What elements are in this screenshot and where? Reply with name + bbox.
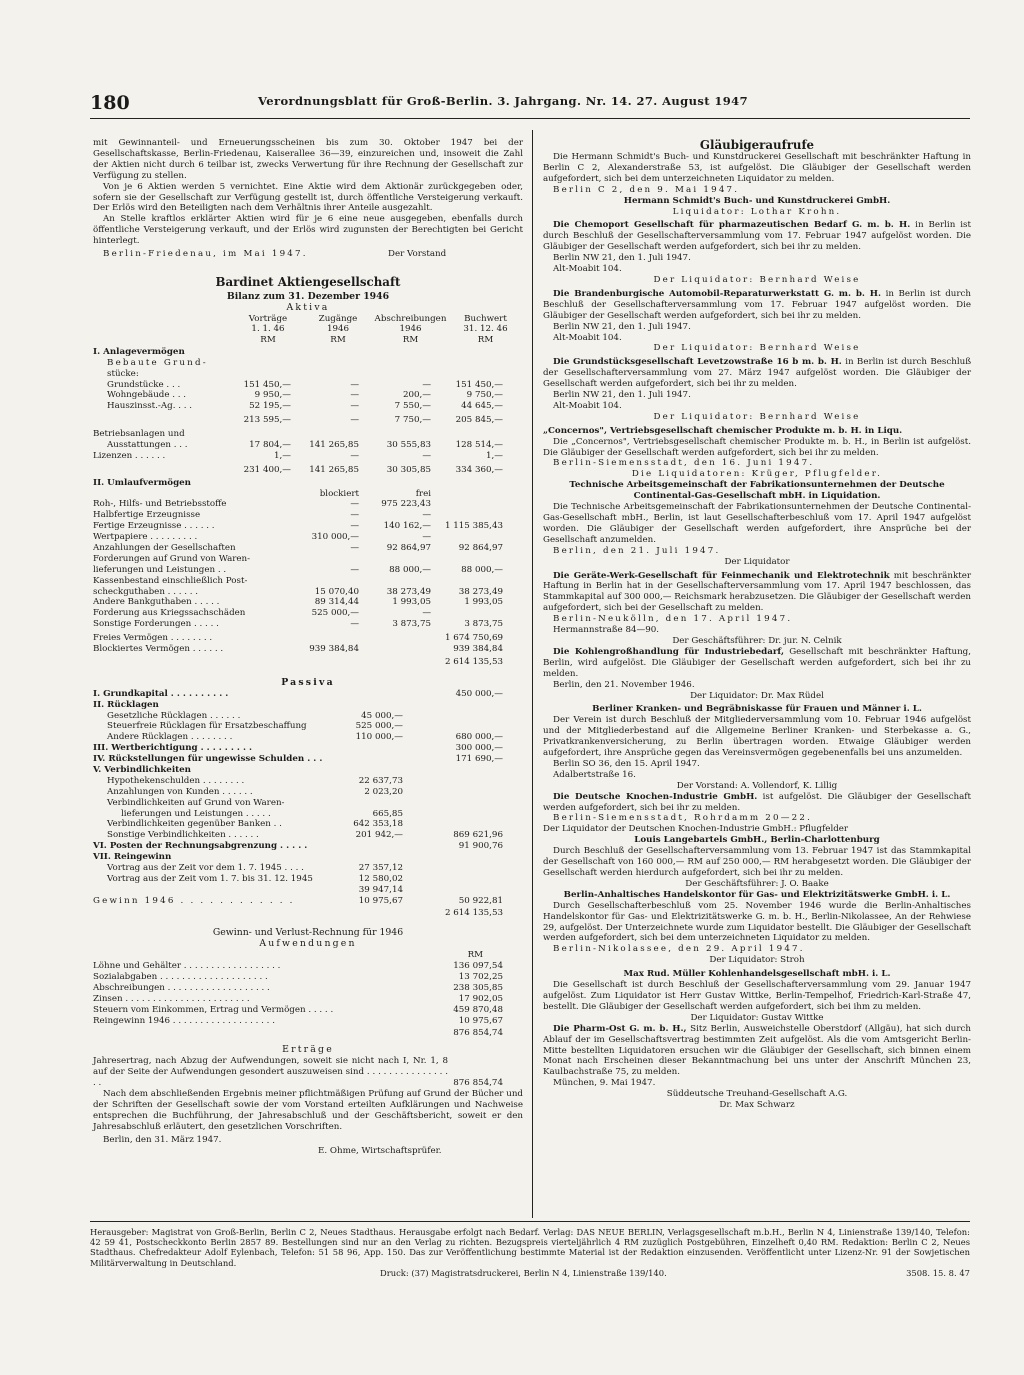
company-heading: Bardinet Aktiengesellschaft [215, 275, 401, 290]
notice-text: Die Kohlengroßhandlung für Industriebedarf, Gesellschaft mit beschränkter Haftung, Berlin, wird aufgelöst. Die Gläubiger der Gesellschaft werden aufgefordert, sich bei ihr zu melden. [543, 646, 971, 679]
table-cell: 9 750,— [466, 390, 503, 401]
imprint-footer [90, 1227, 970, 1279]
section-heading: I. Anlagevermögen [93, 346, 185, 357]
table-cell: 665,85 [372, 808, 403, 819]
table-cell: Grundstücke . . . [107, 379, 181, 390]
notice-text: Die Gesellschaft ist durch Beschluß der Gesellschafterversammlung vom 29. Januar 1947 aufgelöst. Zum Liquidator ist Herr Gustav Wittke, Berlin-Tempelhof, Friedrich-Karl-Straße 47, bestellt. Die Gläubiger der Gesellschaft werden aufgefordert, sich bei ihm zu melden. [543, 980, 971, 1012]
table-cell: 52 195,— [249, 401, 291, 412]
table-cell: Hypothekenschulden . . . . . . . . [107, 775, 245, 786]
table-cell: — [422, 532, 431, 543]
table-cell: 92 864,97 [386, 543, 431, 554]
notice-place: Berlin NW 21, den 1. Juli 1947. [553, 253, 691, 264]
table-cell: 310 000,— [311, 532, 359, 543]
journal-title: Verordnungsblatt für Groß-Berlin. 3. Jahrgang. Nr. 14. 27. August 1947 [258, 94, 748, 108]
table-cell: 15 070,40 [314, 586, 359, 597]
table-cell: Zinsen . . . . . . . . . . . . . . . . . . . . . . . [93, 993, 250, 1004]
table-row [93, 711, 523, 722]
table-cell: 89 314,44 [314, 597, 359, 608]
notice-signer: Liquidator: Lothar Krohn. [672, 206, 842, 217]
table-cell: 171 690,— [455, 754, 503, 765]
guv-rows [93, 961, 523, 1026]
table-cell: lieferungen und Leistungen . . [93, 564, 227, 575]
notice-text: Durch Beschluß der Gesellschafterversammlung vom 13. Februar 1947 ist das Stammkapital der Gesellschaft von 160 000,— RM auf 250 000,— RM herabgesetzt worden. Die Gläubiger der Gesellschaft werden hierdurch aufgefordert, sich bei ihr zu melden. [543, 846, 971, 878]
table-cell: 7 550,— [394, 401, 431, 412]
table-cell: — [350, 499, 359, 510]
notice-signer: Der Liquidator: Bernhard Weise [653, 274, 861, 285]
table-row [93, 619, 523, 630]
col-head: Vorträge 1. 1. 46 RM [248, 313, 288, 345]
table-row [93, 499, 523, 510]
table-row [93, 874, 523, 885]
section-subheading: stücke: [107, 368, 139, 379]
table-cell: 22 637,73 [358, 775, 403, 786]
aktiva-heading: Aktiva [286, 301, 330, 313]
section-subheading: Bebaute Grund- [107, 357, 208, 368]
table-cell: 110 000,— [355, 732, 403, 743]
passiva-rows [93, 689, 523, 907]
table-cell: — [422, 608, 431, 619]
table-cell: 45 000,— [361, 710, 403, 721]
umlauf-rows [93, 499, 523, 630]
table-cell: VII. Reingewinn [93, 852, 172, 863]
table-row [93, 543, 523, 554]
subtotal-row: 213 595,— — 7 750,— 205 845,— [243, 415, 503, 426]
aufwendungen-heading: Aufwendungen [259, 938, 357, 950]
table-cell: 642 353,18 [353, 819, 403, 830]
footer-rule [90, 1221, 970, 1222]
table-cell: — [350, 510, 359, 521]
notice-address: Alt-Moabit 104. [553, 400, 622, 411]
table-cell: 459 870,48 [453, 1004, 503, 1015]
table-cell: 13 702,25 [458, 972, 503, 983]
table-row [93, 380, 523, 391]
table-cell: 3 873,75 [392, 619, 431, 630]
table-row [93, 743, 523, 754]
notice-signer: Der Liquidator der Deutschen Knochen-Industrie GmbH.: Pflugfelder [543, 824, 849, 835]
column-headers [93, 314, 523, 347]
table-cell: 2 023,20 [364, 786, 403, 797]
notice-address: Adalbertstraße 16. [553, 769, 636, 780]
passiva-heading: Passiva [281, 676, 335, 688]
notice-place: Berlin-Siemensstadt, den 16. Juni 1947. [553, 458, 815, 469]
table-row [93, 809, 523, 820]
table-cell: IV. Rückstellungen für ungewisse Schulden . . . [93, 754, 323, 765]
notice-signer: Der Vorstand: A. Vollendorf, K. Lillig [676, 780, 838, 791]
rm-label: RM [467, 950, 483, 961]
table-cell: 1 993,05 [464, 597, 503, 608]
notice-text: Die Pharm-Ost G. m. b. H., Sitz Berlin, Ausweichstelle Oberstdorf (Allgäu), hat sich durch Ablauf der im Gesellschaftsvertrag bestimmten Zeit aufgelöst. Als die vom Amtsgericht Berlin-Mitte bestellten Liquidatoren ersuchen wir die Gläubiger der Gesellschaft, sich binnen einem Monat nach Erscheinen dieser Bekanntmachung bei uns unter der Anschrift München 23, Kaulbachstraße 75, zu melden. [543, 1023, 972, 1078]
table-cell: — [422, 379, 431, 390]
glaeubigeraufrufe-heading: Gläubigeraufrufe [699, 138, 815, 152]
table-cell: 39 947,14 [358, 884, 403, 895]
table-cell: I. Grundkapital . . . . . . . . . . [93, 688, 229, 699]
notice-place: Berlin C 2, den 9. Mai 1947. [553, 184, 740, 195]
table-cell: Verbindlichkeiten auf Grund von Waren- [107, 797, 285, 808]
table-cell: Andere Bankguthaben . . . . . [93, 597, 220, 608]
table-cell: 151 450,— [455, 379, 503, 390]
notice-text: Die Technische Arbeitsgemeinschaft der Fabrikationsunternehmen der Deutsche Continental-Gas-Gesellschaft mbH., Berlin, ist laut Gesellschafterbeschluß vom 17. April 1947 aufgelöst worden. Die Gläubiger der Gesellschaft werden aufgefordert, ihre Ansprüche bei der Gesellschaft anzumelden. [543, 502, 971, 545]
ertraege-value: 876 854,74 [453, 1078, 503, 1089]
notice-heading: Louis Langebartels GmbH., Berlin-Charlottenburg [634, 835, 880, 846]
notice-place: München, 9. Mai 1947. [553, 1078, 656, 1089]
table-row [93, 510, 523, 521]
table-cell: 27 357,12 [358, 862, 403, 873]
table-cell: Wertpapiere . . . . . . . . . [93, 532, 198, 543]
table-cell: Sonstige Forderungen . . . . . [93, 619, 219, 630]
ertraege-text: Jahresertrag, nach Abzug der Aufwendungen, soweit sie nicht nach I, Nr. 1, 8 auf der Seite der Aufwendungen gesondert auszuweisen sind . . . . . . . . . . . . . . . . . [93, 1056, 448, 1089]
table-cell: Anzahlungen von Kunden . . . . . . [107, 786, 253, 797]
notice-address: Alt-Moabit 104. [553, 332, 622, 343]
notice-signer: Der Liquidator: Bernhard Weise [653, 411, 861, 422]
notice-text: Die Brandenburgische Automobil-Reparaturwerkstatt G. m. b. H. in Berlin ist durch Beschluß der Gesellschafterversammlung vom 17. Februar 1947 aufgelöst worden. Die Gläubiger der Gesellschaft werden aufgefordert, sich bei ihr zu melden. [543, 288, 971, 321]
table-row [93, 852, 523, 863]
notice-firm: Süddeutsche Treuhand-Gesellschaft A.G. [666, 1089, 848, 1100]
table-cell: II. Rücklagen [93, 699, 159, 710]
table-cell: Wohngebäude . . . [107, 390, 187, 401]
table-row [93, 765, 523, 776]
table-cell: 44 645,— [461, 401, 503, 412]
table-cell: 10 975,67 [458, 1015, 503, 1026]
table-cell: 136 097,54 [453, 961, 503, 972]
notice-place: Berlin NW 21, den 1. Juli 1947. [553, 321, 691, 332]
notice-place: Berlin, den 21. November 1946. [553, 679, 695, 690]
col-head: Buchwert 31. 12. 46 RM [463, 313, 508, 345]
table-row [93, 689, 523, 700]
table-cell: 975 223,43 [381, 499, 431, 510]
imprint-text: Herausgeber: Magistrat von Groß-Berlin, Berlin C 2, Neues Stadthaus. Herausgabe erfolgt nach Bedarf. Verlag: DAS NEUE BERLIN, Verlagsgesellschaft m.b.H., Berlin N 4, Linienstraße 139/140, Telefon: 42 59 41, Postscheckkonto Berlin 2857 89. Bestellungen sind nur an den Verlag zu richten. Bezugspreis vierteljährlich 4 RM zuzüglich Postgebühren, Einzelheft 0,40 RM. Redaktion: Berlin C 2, Neues Stadthaus. Chefredakteur Adolf Eylenbach, Telefon: 51 58 96, App. 150. Das zur Veröffentlichung bestimmte Material ist der Redaktion einzusenden. Veröffentlicht unter Lizenz-Nr. 91 der Sowjetischen Militärverwaltung in Deutschland. [90, 1227, 970, 1268]
table-row [93, 597, 523, 608]
table-cell: V. Verbindlichkeiten [93, 764, 191, 775]
total-row: 231 400,— 141 265,85 30 305,85 334 360,— [243, 464, 503, 475]
table-row [93, 896, 523, 907]
table-row: Betriebsanlagen und [93, 429, 185, 440]
table-cell: 38 273,49 [386, 586, 431, 597]
notice-heading: Technische Arbeitsgemeinschaft der Fabrikationsunternehmen der Deutsche Continental-Gas-Gesellschaft mbH. in Liquidation. [569, 480, 945, 502]
table-row [93, 841, 523, 852]
table-cell: 525 000,— [355, 721, 403, 732]
table-row [93, 983, 523, 994]
table-cell: Reingewinn 1946 . . . . . . . . . . . . . . . . . . . [93, 1015, 275, 1026]
notice-text: Der Verein ist durch Beschluß der Mitgliederversammlung vom 10. Februar 1946 aufgelöst und der Mitgliederbestand auf die Allgemeine Berliner Kranken- und Sterbekasse a. G., Privatkrankenversicherung, zu Berlin übertragen worden. Etwaige Gläubiger werden aufgefordert, ihre Ansprüche gegen das Vereinsvermögen gegebenenfalls bei uns anzumelden. [543, 715, 971, 759]
table-row [93, 576, 523, 587]
notice-firm: „Concernos", Vertriebsgesellschaft chemischer Produkte m. b. H. in Liqu. [543, 425, 903, 436]
intro-paragraph: An Stelle kraftlos erklärter Aktien wird für je 6 eine neue ausgegeben, ebenfalls durch öffentliche Versteigerung verkauft, und der Erlös wird zugunsten der Berechtigten bei Gericht hinterlegt. [93, 214, 523, 247]
print-code: 3508. 15. 8. 47 [906, 1267, 970, 1278]
page-header [90, 93, 970, 113]
table-cell: — [422, 510, 431, 521]
table-cell: Halbfertige Erzeugnisse [93, 510, 201, 521]
anlage-rows [93, 380, 523, 413]
notice-text: Durch Gesellschafterbeschluß vom 25. November 1946 wurde die Berlin-Anhaltisches Handelskontor für Gas- und Elektrizitätswerke G. m. b. H., Berlin-Nikolassee, An der Rehwiese 29, aufgelöst. Der Unterzeichnete wurde zum Liquidator bestellt. Die Gläubiger der Gesellschaft werden aufgefordert, sich bei dem unterzeichneten Liquidator zu melden. [543, 900, 971, 944]
table-cell: Forderungen auf Grund von Waren- [93, 553, 251, 564]
table-cell: Vortrag aus der Zeit vom 1. 7. bis 31. 12. 1945 [107, 873, 313, 884]
table-cell: 88 000,— [461, 564, 503, 575]
signature-name: E. Ohme, Wirtschaftsprüfer. [318, 1145, 442, 1156]
table-row [93, 554, 523, 565]
table-cell: 680 000,— [455, 732, 503, 743]
table-row [93, 390, 523, 401]
intro-paragraph: mit Gewinnanteil- und Erneuerungsscheinen bis zum 30. Oktober 1947 bei der Gesellschaftskasse, Berlin-Friedenau, Kaiserallee 36—39, einzureichen und, insoweit die Zahl der Aktien nicht durch 6 teilbar ist, zwecks Verwertung für ihre Rechnung der Gesellschaft zur Verfügung zu stellen. [93, 138, 523, 181]
table-cell: scheckguthaben . . . . . . [93, 586, 199, 597]
table-row [93, 972, 523, 983]
table-cell: 450 000,— [455, 688, 503, 699]
table-row [93, 700, 523, 711]
table-cell: Steuerfreie Rücklagen für Ersatzbeschaffung [107, 721, 307, 732]
table-row [93, 565, 523, 576]
table-row [93, 830, 523, 841]
table-cell: — [350, 521, 359, 532]
table-cell: 1 115 385,43 [444, 521, 503, 532]
notice-signer: Dr. Max Schwarz [719, 1100, 795, 1111]
notice-text: Die „Concernos", Vertriebsgesellschaft chemischer Produkte m. b. H., in Berlin ist aufgelöst. Die Gläubiger der Gesellschaft werden aufgefordert, sich bei ihr zu melden. [543, 436, 971, 458]
table-cell: 151 450,— [243, 379, 291, 390]
table-row: Lizenzen . . . . . . 1,— — — 1,— [93, 450, 503, 461]
col-head: Zugänge 1946 RM [318, 313, 358, 345]
table-cell: Roh-, Hilfs- und Betriebsstoffe [93, 499, 227, 510]
table-cell: 50 922,81 [458, 895, 503, 906]
notice-signer: Der Liquidator: Dr. Max Rüdel [690, 690, 824, 701]
table-row [93, 798, 523, 809]
table-cell: Vortrag aus der Zeit vor dem 1. 7. 1945 . . . . [107, 862, 304, 873]
notice-signer: Der Liquidator: Bernhard Weise [653, 343, 861, 354]
passiva-total-row: 2 614 135,53 [444, 907, 503, 918]
notice-address: Hermannstraße 84—90. [553, 625, 660, 636]
table-cell: — [350, 543, 359, 554]
signature-place: Berlin-Friedenau, im Mai 1947. [103, 249, 308, 260]
signature-name: Der Vorstand [388, 249, 447, 260]
page-number: 180 [90, 92, 130, 114]
notice-text: Die Geräte-Werk-Gesellschaft für Feinmechanik und Elektrotechnik mit beschränkter Haftung in Berlin hat in der Gesellschafterversammlung vom 17. April 1947 beschlossen, das Stammkapital auf 300 000,— Reichsmark herabzusetzen. Die Gläubiger der Gesellschaft werden aufgefordert, sich bei der Gesellschaft zu melden. [543, 570, 971, 614]
table-cell: Fertige Erzeugnisse . . . . . . [93, 521, 215, 532]
table-row [93, 961, 523, 972]
table-cell: 38 273,49 [458, 586, 503, 597]
table-cell: Hauszinsst.-Ag. . . . [107, 401, 193, 412]
table-row [93, 732, 523, 743]
table-cell: — [350, 379, 359, 390]
pruefung-text: Nach dem abschließenden Ergebnis meiner pflichtmäßigen Prüfung auf Grund der Bücher und der Schriften der Gesellschaft sowie der vom Vorstand erteilten Aufklärungen und Nachweise entsprechen die Buchführung, der Jahresabschluß und der Geschäftsbericht, soweit er den Jahresabschluß erläutert, den gesetzlichen Vorschriften. [93, 1088, 523, 1132]
table-row [93, 994, 523, 1005]
notice-place: Berlin SO 36, den 15. April 1947. [553, 758, 700, 769]
table-row [93, 776, 523, 787]
notice-heading: Berliner Kranken- und Begräbniskasse für Frauen und Männer i. L. [592, 704, 922, 715]
table-cell: — [350, 401, 359, 412]
notice-address: Alt-Moabit 104. [553, 264, 622, 275]
table-cell: 91 900,76 [458, 841, 503, 852]
bilanz-title: Bilanz zum 31. Dezember 1946 [226, 291, 390, 303]
intro-paragraph: Von je 6 Aktien werden 5 vernichtet. Eine Aktie wird dem Aktionär zurückgegeben oder, sofern sie der Gesellschaft zur Verfügung gestellt ist, durch öffentliche Versteigerung verkauft. Der Erlös wird den Beteiligten nach dem Verhältnis ihrer Anteile ausgezahlt. [93, 181, 523, 214]
table-row [93, 521, 523, 532]
ertraege-block [93, 1056, 523, 1089]
table-row [93, 754, 523, 765]
table-cell: — [350, 619, 359, 630]
notice-heading: Max Rud. Müller Kohlenhandelsgesellschaft mbH. i. L. [623, 969, 891, 980]
table-cell: III. Wertberichtigung . . . . . . . . . [93, 743, 253, 754]
table-cell: 88 000,— [389, 564, 431, 575]
table-row: Freies Vermögen . . . . . . . . 1 674 750,69 [93, 633, 503, 644]
table-cell: Verbindlichkeiten gegenüber Banken . . [107, 819, 282, 830]
table-cell: Abschreibungen . . . . . . . . . . . . . . . . . . . [93, 982, 270, 993]
notice-place: Berlin-Siemensstadt, Rohrdamm 20—22. [553, 813, 813, 824]
table-cell: Sonstige Verbindlichkeiten . . . . . . [107, 830, 259, 841]
table-cell: Löhne und Gehälter . . . . . . . . . . . . . . . . . . [93, 961, 281, 972]
notice-place: Berlin-Nikolassee, den 29. April 1947. [553, 944, 805, 955]
left-column [93, 138, 523, 1157]
table-cell: Gewinn 1946 . . . . . . . . . . . . [93, 895, 295, 906]
table-cell: — [350, 390, 359, 401]
table-row [93, 1016, 523, 1027]
column-divider [532, 130, 533, 1218]
table-cell: 869 621,96 [453, 830, 503, 841]
notice-signer: Der Liquidator: Stroh [709, 955, 805, 966]
umlauf-col-heads: blockiert frei [319, 488, 431, 499]
table-row [93, 401, 523, 412]
notice-firm: Hermann Schmidt's Buch- und Kunstdruckerei GmbH. [623, 195, 891, 206]
ertraege-heading: Erträge [282, 1044, 334, 1056]
notice-signer: Der Geschäftsführer: J. O. Baake [685, 878, 829, 889]
table-row [93, 787, 523, 798]
notice-text: Die Deutsche Knochen-Industrie GmbH. ist aufgelöst. Die Gläubiger der Gesellschaft werden aufgefordert, sich bei ihr zu melden. [543, 791, 971, 813]
table-cell: Sozialabgaben . . . . . . . . . . . . . . . . . . . . [93, 972, 268, 983]
table-row: Blockiertes Vermögen . . . . . . 939 384,84 939 384,84 [93, 644, 503, 655]
table-cell: 10 975,67 [358, 895, 403, 906]
table-cell: 17 902,05 [458, 993, 503, 1004]
table-row: Ausstattungen . . . 17 804,— 141 265,85 30 555,83 128 514,— [107, 440, 503, 450]
notice-text: Die Hermann Schmidt's Buch- und Kunstdruckerei Gesellschaft mit beschränkter Haftung in Berlin C 2, Alexanderstraße 53, ist aufgelöst. Die Gläubiger der Gesellschaft werden aufgefordert, sich bei dem unterzeichneten Liquidator zu melden. [543, 152, 971, 184]
notice-signer: Der Liquidator [724, 556, 790, 567]
table-cell: Anzahlungen der Gesellschaften [93, 543, 236, 554]
notice-signer: Der Geschäftsführer: Dr. jur. N. Celnik [672, 635, 842, 646]
notice-signer: Die Liquidatoren: Krüger, Pflugfelder. [631, 469, 883, 480]
table-cell: 140 162,— [383, 521, 431, 532]
table-cell: Forderung aus Kriegssachschäden [93, 608, 246, 619]
table-cell: Gesetzliche Rücklagen . . . . . . [107, 710, 241, 721]
table-row [93, 721, 523, 732]
table-cell: Kassenbestand einschließlich Post- [93, 575, 248, 586]
table-row [93, 885, 523, 896]
header-rule [90, 118, 970, 119]
notice-signer: Der Liquidator: Gustav Wittke [690, 1012, 824, 1023]
col-head: Abschreibungen 1946 RM [374, 313, 447, 345]
table-cell: Andere Rücklagen . . . . . . . . [107, 732, 233, 743]
table-row [93, 863, 523, 874]
table-row [93, 532, 523, 543]
pruefung-signature [93, 1135, 523, 1146]
notice-heading: Berlin-Anhaltisches Handelskontor für Gas- und Elektrizitätswerke GmbH. i. L. [563, 889, 951, 900]
table-cell: 1 993,05 [392, 597, 431, 608]
notice-text: Die Chemoport Gesellschaft für pharmazeutischen Bedarf G. m. b. H. in Berlin ist durch Beschluß der Gesellschafterversammlung vom 17. Februar 1947 aufgelöst worden. Die Gläubiger der Gesellschaft werden aufgefordert, sich bei ihr zu melden. [543, 220, 971, 253]
table-row [93, 819, 523, 830]
guv-title: Gewinn- und Verlust-Rechnung für 1946 [212, 927, 404, 939]
notice-place: Berlin, den 21. Juli 1947. [553, 545, 721, 556]
guv-total-row: 876 854,74 [453, 1028, 503, 1039]
notice-place: Berlin-Neukölln, den 17. April 1947. [553, 614, 793, 625]
table-row [93, 608, 523, 619]
table-cell: 3 873,75 [464, 619, 503, 630]
intro-signature [93, 249, 523, 262]
table-cell: 12 580,02 [358, 873, 403, 884]
notice-place: Berlin NW 21, den 1. Juli 1947. [553, 390, 691, 401]
table-cell: 300 000,— [455, 743, 503, 754]
table-cell: — [350, 564, 359, 575]
section-heading: II. Umlaufvermögen [93, 477, 191, 488]
table-cell: Steuern vom Einkommen, Ertrag und Vermögen . . . . . [93, 1004, 334, 1015]
signature-place: Berlin, den 31. März 1947. [103, 1134, 222, 1145]
aktiva-total-row: 2 614 135,53 [444, 656, 503, 667]
table-cell: 9 950,— [254, 390, 291, 401]
table-cell: VI. Posten der Rechnungsabgrenzung . . . . . [93, 841, 308, 852]
right-column [543, 138, 971, 1111]
table-cell: 525 000,— [311, 608, 359, 619]
print-info: Druck: (37) Magistratsdruckerei, Berlin N 4, Linienstraße 139/140. [380, 1267, 667, 1278]
table-row [93, 1005, 523, 1016]
table-cell: 201 942,— [355, 830, 403, 841]
table-cell: 200,— [402, 390, 431, 401]
table-cell: lieferungen und Leistungen . . . . . [121, 808, 271, 819]
table-cell: 238 305,85 [453, 982, 503, 993]
table-row [93, 587, 523, 598]
table-cell: 92 864,97 [458, 543, 503, 554]
notice-text: Die Grundstücksgesellschaft Levetzowstraße 16 b m. b. H. in Berlin ist durch Beschluß der Gesellschafterversammlung vom 27. März 1947 aufgelöst worden. Die Gläubiger der Gesellschaft werden aufgefordert, sich bei ihr zu melden. [543, 357, 971, 390]
